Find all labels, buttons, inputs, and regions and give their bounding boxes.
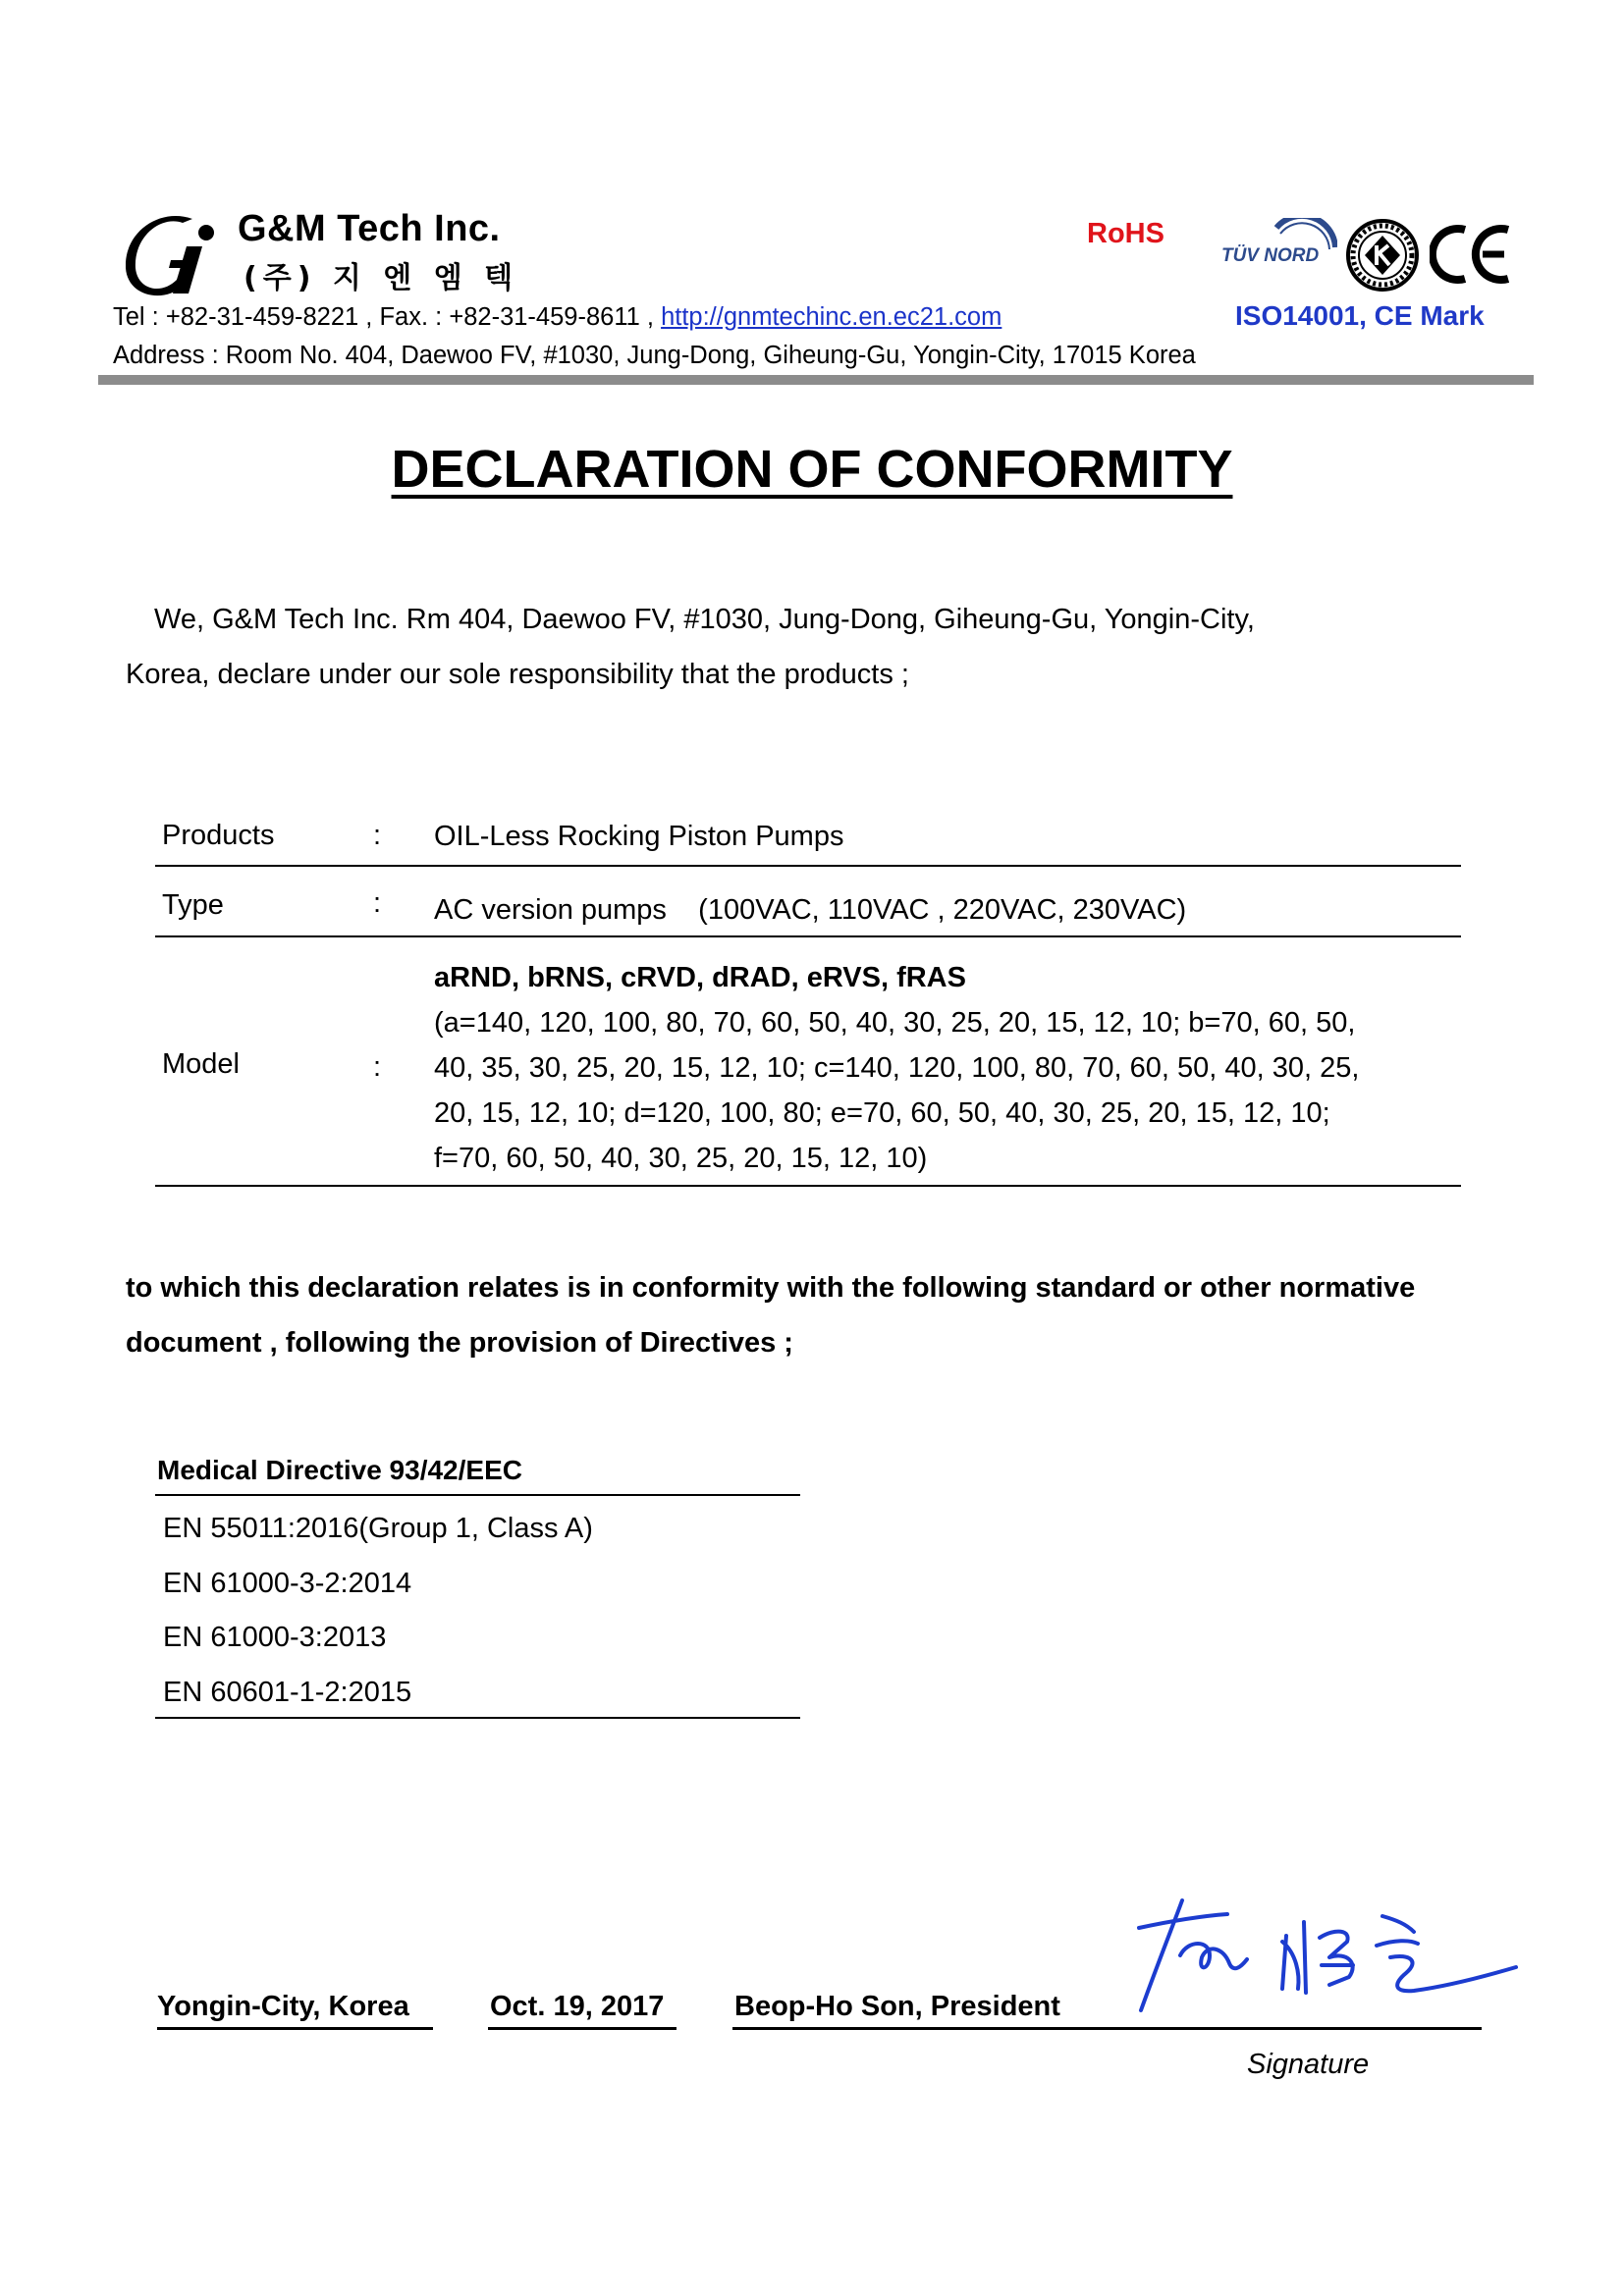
intro-line-1: We, G&M Tech Inc. Rm 404, Daewoo FV, #1030, Jung-Dong, Giheung-Gu, Yongin-City, [154,604,1255,635]
intro-line-2: Korea, declare under our sole responsibility that the products ; [126,659,909,690]
signing-date-underline [488,2027,677,2030]
conformity-line-1: to which this declaration relates is in conformity with the following standard or other normative [126,1272,1416,1304]
conformity-line-2: document , following the provision of Directives ; [126,1327,793,1359]
model-detail-line: 40, 35, 30, 25, 20, 15, 12, 10; c=140, 120, 100, 80, 70, 60, 50, 40, 30, 25, [434,1052,1360,1084]
contact-line [113,303,1001,332]
products-label: Products [162,820,275,851]
type-label: Type [162,889,224,921]
website-link[interactable]: http://gnmtechinc.en.ec21.com [661,303,1002,331]
tuv-nord-logo-text: TÜV NORD [1221,245,1320,266]
signatory-name: Beop-Ho Son, President [734,1991,1060,2022]
contact-phone-fax: Tel : +82-31-459-8221 , Fax. : +82-31-459-8611 , [113,303,662,331]
signature-caption: Signature [1247,2049,1370,2080]
signatory-underline [732,2027,1482,2030]
type-colon: : [373,887,382,919]
type-value: AC version pumps (100VAC, 110VAC , 220VAC, 230VAC) [434,894,1187,926]
model-detail-line: (a=140, 120, 100, 80, 70, 60, 50, 40, 30, 25, 20, 15, 12, 10; b=70, 60, 50, [434,1007,1356,1039]
company-name: G&M Tech Inc. [238,208,501,249]
table-rule [155,865,1461,867]
standards-rule-bottom [155,1717,800,1719]
header-divider [98,375,1534,385]
table-rule [155,935,1461,937]
rohs-mark: RoHS [1087,218,1164,249]
document-title-text: DECLARATION OF CONFORMITY [391,440,1233,499]
standards-rule-top [155,1494,800,1496]
iso-ce-mark-text: ISO14001, CE Mark [1235,300,1485,331]
standard-item: EN 60601-1-2:2015 [163,1677,412,1708]
company-korean-name: (주) 지 엔 엠 텍 [244,261,519,295]
signing-place-underline [157,2027,433,2030]
directive-heading: Medical Directive 93/42/EEC [157,1455,522,1485]
model-detail-line: 20, 15, 12, 10; d=120, 100, 80; e=70, 60, 50, 40, 30, 25, 20, 15, 12, 10; [434,1097,1330,1129]
standard-item: EN 55011:2016(Group 1, Class A) [163,1513,593,1544]
document-title [0,439,1624,500]
company-logo [126,211,234,299]
iso-k-logo [1343,218,1422,293]
handwritten-signature [1119,1883,1522,2020]
products-colon: : [373,820,382,851]
model-detail-line: f=70, 60, 50, 40, 30, 25, 20, 15, 12, 10) [434,1143,928,1174]
products-value: OIL-Less Rocking Piston Pumps [434,821,844,852]
signing-date: Oct. 19, 2017 [490,1991,665,2022]
model-label: Model [162,1048,240,1080]
table-rule [155,1185,1461,1187]
model-names: aRND, bRNS, cRVD, dRAD, eRVS, fRAS [434,962,966,993]
model-colon: : [373,1051,382,1083]
signing-place: Yongin-City, Korea [157,1991,409,2022]
standard-item: EN 61000-3-2:2014 [163,1568,412,1599]
company-address: Address : Room No. 404, Daewoo FV, #1030, Jung-Dong, Giheung-Gu, Yongin-City, 17015 Korea [113,342,1196,369]
ce-mark-logo [1430,222,1512,287]
standard-item: EN 61000-3:2013 [163,1622,387,1653]
tuv-nord-logo [1219,218,1337,281]
